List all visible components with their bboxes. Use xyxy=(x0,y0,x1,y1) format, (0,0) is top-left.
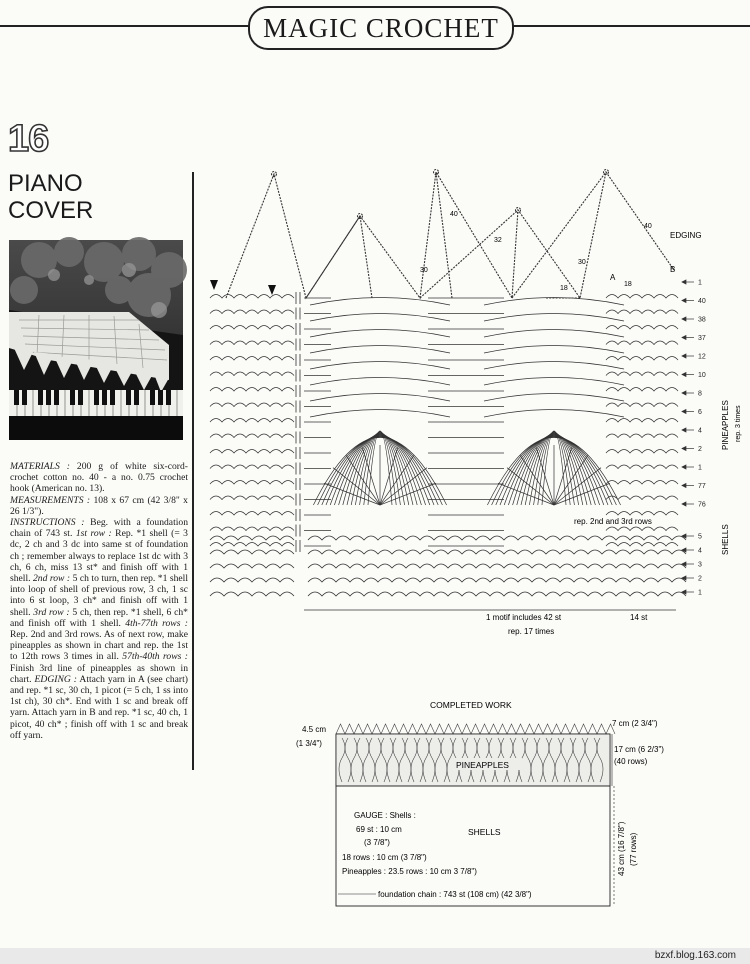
count-18-b: 18 xyxy=(624,281,632,288)
foundation-label: foundation chain : 743 st (108 cm) (42 3/8") xyxy=(378,890,532,899)
pineapples-label: PINEAPPLES xyxy=(721,400,730,450)
edging-text: Attach yarn in A (see chart) and rep. *1 sc, 30 ch, 1 picot (= 5 ch, 1 ss into 1st ch), 30 ch*. End with 1 sc and break off yarn. Attach yarn in B and rep. *1 sc, 40 ch, 1 picot, 40 ch* ; finish off with 1 sc and break off yarn. xyxy=(10,673,188,741)
row-number: 3 xyxy=(698,561,702,569)
row57-label: 57th-40th rows : xyxy=(122,651,188,663)
row-number: 8 xyxy=(698,390,702,398)
instructions-intro: Beg. with a foundation chain of 743 st. xyxy=(10,517,188,540)
materials-text: 200 g of white six-cord-crochet cotton no. 40 - a no. 0.75 crochet hook (American no. 13). xyxy=(10,461,188,495)
row-number: 38 xyxy=(698,316,706,324)
completed-work-title: COMPLETED WORK xyxy=(430,700,512,710)
row-number: 4 xyxy=(698,547,702,555)
row2-label: 2nd row : xyxy=(33,573,71,585)
row-number: 6 xyxy=(698,409,702,416)
marker-triangle-left xyxy=(210,280,218,290)
shells-label: SHELLS xyxy=(721,524,730,555)
gauge-line1: 69 st : 10 cm xyxy=(356,825,402,834)
row2-text: 5 ch to turn, then rep. *1 shell into loop of shell of previous row, 3 ch, 1 sc into 6 st loop, 3 ch* and finish off with 1 shell. xyxy=(10,573,188,618)
chart-arrows xyxy=(682,280,694,594)
chart-shell-rows xyxy=(210,292,686,596)
completed-work-diagram xyxy=(290,694,670,920)
point-a: A xyxy=(610,273,616,282)
count-30-b: 30 xyxy=(578,259,586,266)
pineapples-label-cw: PINEAPPLES xyxy=(456,760,509,770)
row57-text: Finish 3rd line of pineapples as shown in chart. xyxy=(10,662,188,685)
motif-label: 1 motif includes 42 st xyxy=(486,613,562,622)
right-mid-rows: (40 rows) xyxy=(614,757,648,766)
row-number: 10 xyxy=(698,372,706,379)
right-mid: 17 cm (6 2/3") xyxy=(614,745,664,754)
count-18-a: 18 xyxy=(560,285,568,292)
row4-label: 4th-77th rows : xyxy=(125,617,188,629)
row-number: 2 xyxy=(698,575,702,583)
row-number: 1 xyxy=(698,279,702,287)
rep17-label: rep. 17 times xyxy=(508,627,555,636)
row-number: 2 xyxy=(698,446,702,453)
rep3-label: rep. 3 times xyxy=(735,405,742,442)
crochet-chart xyxy=(196,150,742,640)
column-divider xyxy=(192,172,194,770)
rep23-label: rep. 2nd and 3rd rows xyxy=(574,517,652,526)
shells-label-cw: SHELLS xyxy=(468,827,501,837)
pattern-title xyxy=(8,170,93,224)
gauge-line3: 18 rows : 10 cm (3 7/8") xyxy=(342,853,427,862)
gauge-title: GAUGE : Shells : xyxy=(354,811,416,820)
right-top: 7 cm (2 3/4") xyxy=(612,719,658,728)
count-30-a: 30 xyxy=(420,267,428,274)
row3-text: 5 ch, then rep. *1 shell, 6 ch* and finish off with 1 shell. xyxy=(10,606,188,629)
measurements-text: 108 x 67 cm (42 3/8" x 26 1/3"). xyxy=(10,494,188,517)
row1-label: 1st row : xyxy=(75,528,112,540)
row-number: 1 xyxy=(698,464,702,472)
row-number: 1 xyxy=(698,589,702,597)
gauge-line2: (3 7/8") xyxy=(364,838,390,847)
footer-bar xyxy=(0,948,750,964)
left-in: (1 3/4") xyxy=(296,739,322,748)
left-cm: 4.5 cm xyxy=(302,725,327,734)
materials-label: MATERIALS : xyxy=(10,461,70,472)
row-number: 37 xyxy=(698,335,706,342)
point-b: B xyxy=(670,265,676,274)
right-side-rows: (77 rows) xyxy=(629,832,638,866)
piano-photo xyxy=(9,240,183,440)
marker-triangle-right xyxy=(268,285,276,295)
edging-label: EDGING : xyxy=(34,673,77,685)
pattern-number: 16 xyxy=(8,118,49,160)
st14-label: 14 st xyxy=(630,613,648,622)
row4-text: Rep. 2nd and 3rd rows. As of next row, make pineapples as shown in chart and rep. the 1st to 12th rows 3 times in all. xyxy=(10,629,188,663)
row3-label: 3rd row : xyxy=(33,606,70,618)
count-40-a: 40 xyxy=(450,211,458,218)
count-32: 32 xyxy=(494,237,502,244)
row-number: 5 xyxy=(698,533,702,541)
row1-text: Rep. *1 shell (= 3 dc, 2 ch and 3 dc into same st of foundation ch ; remember always to replace 1st dc with 3 ch, 6 ch, miss 13 st* and finish off with 1 shell. xyxy=(10,528,188,585)
magazine-title: MAGIC CROCHET xyxy=(248,6,514,50)
row-number: 12 xyxy=(698,353,706,361)
row-number: 40 xyxy=(698,298,706,305)
pattern-title-line1: PIANO xyxy=(8,170,83,197)
measurements-label: MEASUREMENTS : xyxy=(10,494,91,506)
edging-label: EDGING xyxy=(670,231,702,240)
row-number: 4 xyxy=(698,427,702,435)
chart-edging xyxy=(226,170,674,299)
watermark: bzxf.blog.163.com xyxy=(654,950,736,961)
count-40-b: 40 xyxy=(644,223,652,230)
right-side-cm: 43 cm (16 7/8") xyxy=(617,821,626,876)
instructions-text xyxy=(10,461,188,741)
pattern-title-line2: COVER xyxy=(8,197,94,224)
instructions-label: INSTRUCTIONS : xyxy=(10,517,85,529)
row-number: 77 xyxy=(698,483,706,490)
gauge-line4: Pineapples : 23.5 rows : 10 cm 3 7/8") xyxy=(342,867,477,876)
row-number: 76 xyxy=(698,501,706,509)
